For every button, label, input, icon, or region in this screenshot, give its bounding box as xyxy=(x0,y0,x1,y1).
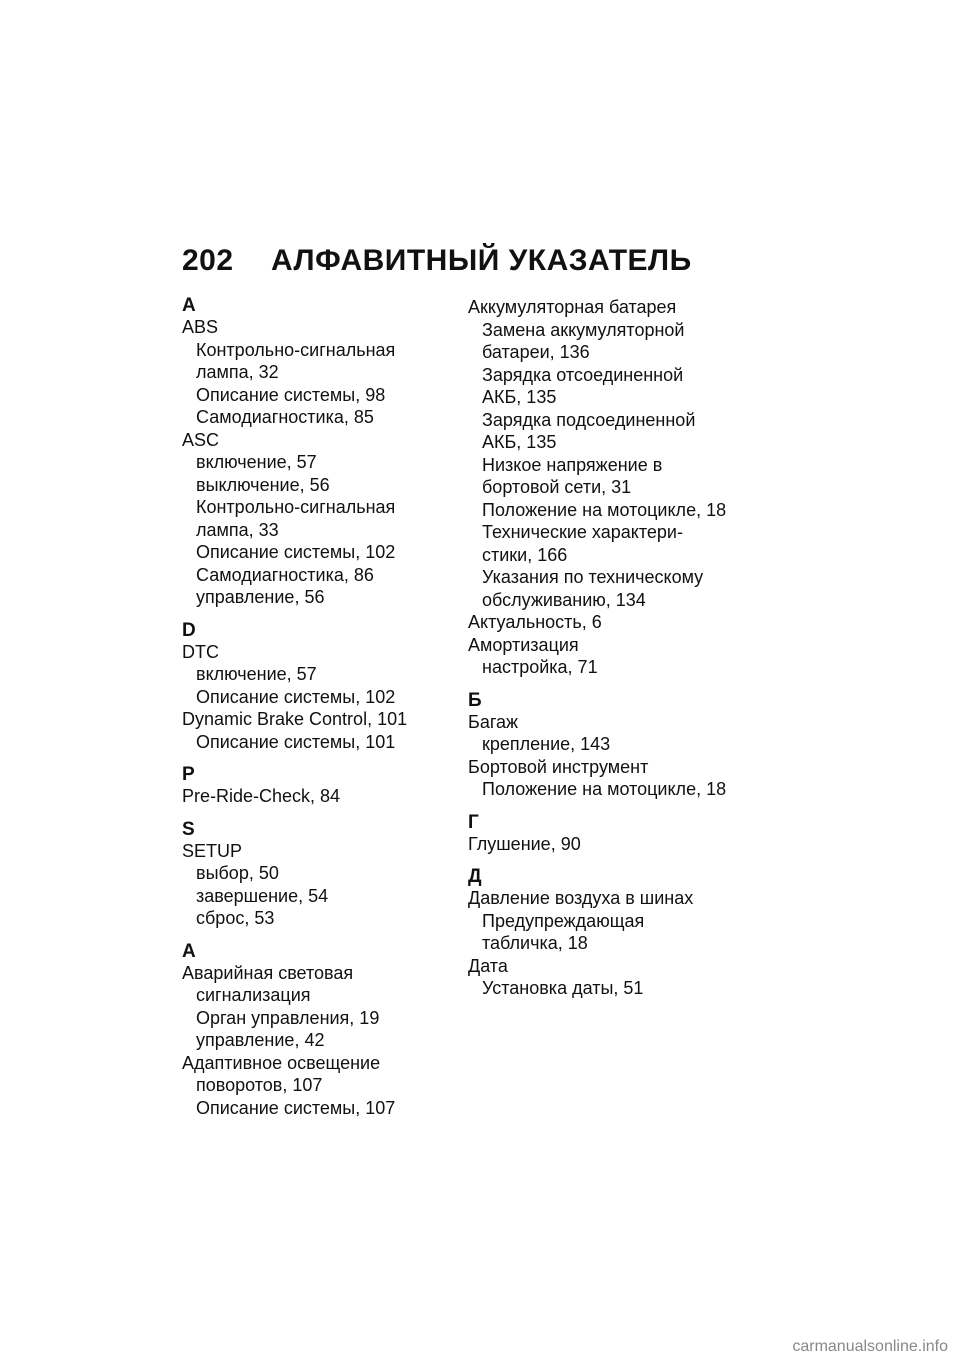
index-subentry: управление, 56 xyxy=(196,587,325,607)
index-subentry: крепление, 143 xyxy=(482,734,611,754)
section-letter: А xyxy=(182,940,196,962)
index-entry: Dynamic Brake Control, 101 xyxy=(182,709,408,729)
section-letter: P xyxy=(182,764,195,785)
index-entry: ABS xyxy=(182,317,219,337)
index-subentry: Описание системы, 107 xyxy=(196,1097,396,1118)
watermark: carmanualsonline.info xyxy=(792,1338,948,1355)
index-entry: Аккумуляторная батарея xyxy=(468,297,677,317)
index-entry: Багаж xyxy=(468,711,519,732)
index-subentry: завершение, 54 xyxy=(196,885,329,906)
page-number: 202 xyxy=(182,244,234,277)
index-subentry: сигнализация xyxy=(196,985,311,1005)
index-subentry: Зарядка подсоединенной АКБ, 135 xyxy=(482,409,696,452)
section-letter: D xyxy=(182,619,196,641)
section-letter: Б xyxy=(468,689,482,711)
section-letter: A xyxy=(182,295,196,316)
index-subentry: Положение на мотоцикле, 18 xyxy=(482,779,727,799)
section-letter: Г xyxy=(468,811,479,833)
index-subentry: выключение, 56 xyxy=(196,474,330,495)
index-subentry: Описание системы, 102 xyxy=(196,542,396,562)
index-entry: Адаптивное освещение xyxy=(182,1052,381,1073)
index-subentry: Контрольно-сигнальная лампа, 33 xyxy=(196,497,396,540)
index-entry: Глушение, 90 xyxy=(468,833,581,854)
page-title: АЛФАВИТНЫЙ УКАЗАТЕЛЬ xyxy=(271,244,692,277)
index-entry: Бортовой инструмент xyxy=(468,756,649,777)
index-subentry: включение, 57 xyxy=(196,664,317,684)
index-entry: DTC xyxy=(182,641,219,662)
index-subentry: Предупреждающая табличка, 18 xyxy=(482,910,645,953)
index-subentry: настройка, 71 xyxy=(482,657,598,677)
index-subentry: включение, 57 xyxy=(196,452,317,472)
section-letter: Д xyxy=(468,866,482,887)
index-subentry: Положение на мотоцикле, 18 xyxy=(482,499,727,520)
index-subentry: Описание системы, 101 xyxy=(196,731,396,752)
index-subentry: Контрольно-сигнальная лампа, 32 xyxy=(196,339,396,382)
index-subentry: Низкое напряжение в бортовой сети, 31 xyxy=(482,454,663,497)
index-subentry: Описание системы, 98 xyxy=(196,384,386,405)
index-subentry: Указания по техническому обслуживанию, 134 xyxy=(482,567,704,610)
index-subentry: поворотов, 107 xyxy=(196,1075,323,1095)
index-subentry: Установка даты, 51 xyxy=(482,978,644,998)
index-entry: Дата xyxy=(468,955,508,976)
index-subentry: Орган управления, 19 xyxy=(196,1007,380,1028)
index-subentry: Замена аккумуляторной батареи, 136 xyxy=(482,319,685,362)
index-subentry: управление, 42 xyxy=(196,1030,325,1050)
index-subentry: выбор, 50 xyxy=(196,863,279,883)
index-subentry: Зарядка отсоединенной АКБ, 135 xyxy=(482,364,684,407)
index-entry: ASC xyxy=(182,429,220,450)
index-subentry: сброс, 53 xyxy=(196,908,275,928)
index-subentry: Самодиагностика, 86 xyxy=(196,564,374,585)
index-entry: Аварийная световая xyxy=(182,962,354,983)
index-subentry: Технические характери- стики, 166 xyxy=(482,522,683,565)
index-subentry: Описание системы, 102 xyxy=(196,686,396,707)
index-entry: Амортизация xyxy=(468,634,579,655)
section-letter: S xyxy=(182,818,195,840)
index-column-left xyxy=(182,296,462,1119)
index-entry: Актуальность, 6 xyxy=(468,612,602,632)
index-column-right xyxy=(468,296,768,1000)
index-entry: Давление воздуха в шинах xyxy=(468,888,694,908)
index-entry: Pre-Ride-Check, 84 xyxy=(182,786,341,806)
index-subentry: Самодиагностика, 85 xyxy=(196,407,374,427)
index-entry: SETUP xyxy=(182,840,243,861)
